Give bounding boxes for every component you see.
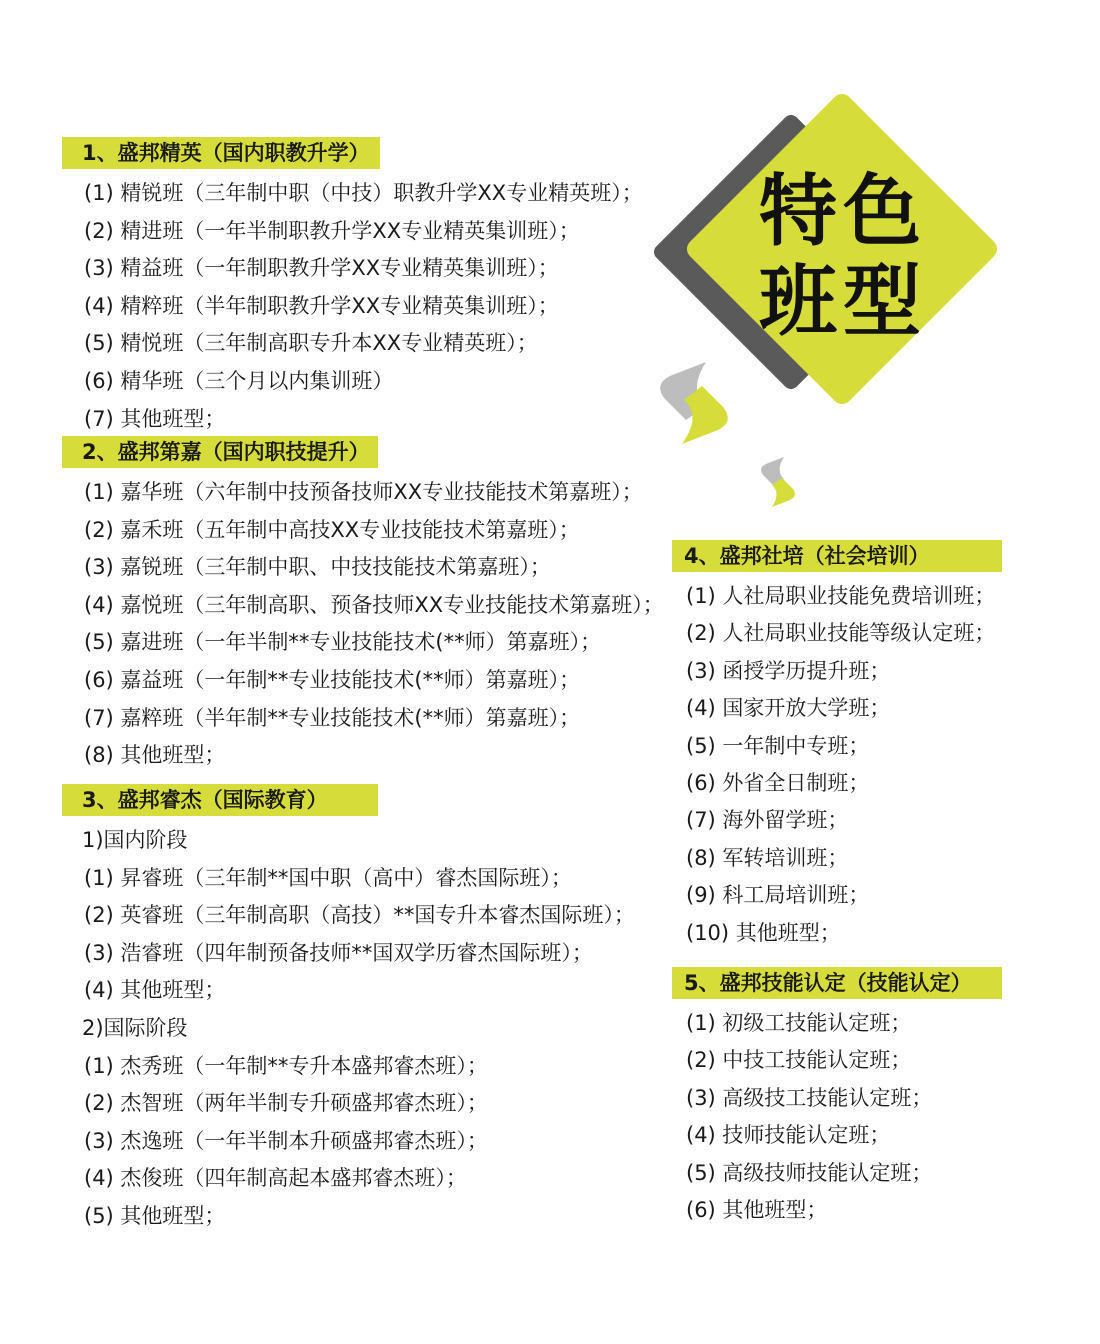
section-ruijie — [62, 784, 635, 1236]
list-item: (5) 嘉进班（一年半制**专业技能技术(**师）第嘉班）； — [84, 630, 602, 655]
list-item: (4) 嘉悦班（三年制高职、预备技师XX专业技能技术第嘉班）； — [84, 592, 664, 617]
section-heading: 5、盛邦技能认定（技能认定） — [672, 967, 1002, 999]
list-item: (2) 英睿班（三年制高职（高技）**国专升本睿杰国际班）； — [84, 903, 635, 928]
list-item: (4) 精粹班（半年制职教升学XX专业精英集训班）； — [84, 293, 559, 318]
list-item: (2) 精进班（一年半制职教升学XX专业精英集训班）； — [84, 218, 580, 243]
section-elite — [62, 137, 643, 438]
list-item: (2) 中技工技能认定班； — [686, 1048, 912, 1073]
list-item: (1) 人社局职业技能免费培训班； — [686, 584, 996, 608]
list-item: (9) 科工局培训班； — [686, 883, 870, 908]
section-dijia — [62, 436, 664, 775]
list-item: (4) 技师技能认定班； — [686, 1123, 891, 1148]
subsection-international: 2)国际阶段 — [82, 1015, 188, 1040]
list-item: (5) 精悦班（三年制高职专升本XX专业精英班）； — [84, 331, 538, 356]
list-item: (8) 军转培训班； — [686, 845, 849, 870]
list-item: (2) 人社局职业技能等级认定班； — [686, 621, 996, 646]
list-item: (2) 嘉禾班（五年制中高技XX专业技能技术第嘉班）； — [84, 517, 580, 542]
list-item: (3) 嘉锐班（三年制中职、中技技能技术第嘉班）； — [84, 555, 551, 580]
list-item: (7) 其他班型； — [84, 406, 226, 431]
section-heading: 2、盛邦第嘉（国内职技提升） — [62, 436, 378, 468]
badge-title-line2: 班型 — [758, 257, 927, 347]
list-item: (3) 精益班（一年制职教升学XX专业精英集训班）； — [84, 256, 559, 281]
list-item: (7) 海外留学班； — [686, 808, 849, 833]
list-item: (1) 嘉华班（六年制中技预备技师XX专业技能技术第嘉班）； — [84, 480, 643, 504]
list-item: (3) 函授学历提升班； — [686, 658, 891, 683]
list-item: (1) 杰秀班（一年制**专升本盛邦睿杰班）； — [84, 1053, 488, 1078]
section-social-training — [672, 540, 1002, 952]
list-item: (5) 其他班型； — [84, 1203, 226, 1228]
logo-mark-large — [660, 362, 728, 444]
subsection-domestic: 1)国内阶段 — [82, 828, 188, 852]
list-item: (3) 高级技工技能认定班； — [686, 1085, 933, 1110]
list-item: (3) 杰逸班（一年半制本升硕盛邦睿杰班）； — [84, 1128, 488, 1153]
list-item: (4) 杰俊班（四年制高起本盛邦睿杰班）； — [84, 1166, 467, 1191]
list-item: (2) 杰智班（两年半制专升硕盛邦睿杰班）； — [84, 1091, 488, 1116]
section-heading: 1、盛邦精英（国内职教升学） — [62, 137, 380, 169]
list-item: (1) 初级工技能认定班； — [686, 1011, 912, 1035]
list-item: (10) 其他班型； — [686, 920, 841, 945]
list-item: (1) 精锐班（三年制中职（中技）职教升学XX专业精英班）； — [84, 181, 643, 205]
list-item: (3) 浩睿班（四年制预备技师**国双学历睿杰国际班）； — [84, 940, 593, 965]
list-item: (8) 其他班型； — [84, 743, 226, 768]
logo-mark-small — [761, 457, 795, 507]
list-item: (4) 国家开放大学班； — [686, 696, 891, 721]
list-item: (6) 其他班型； — [686, 1198, 828, 1223]
list-item: (1) 昇睿班（三年制**国中职（高中）睿杰国际班）； — [84, 865, 572, 890]
list-item: (6) 精华班（三个月以内集训班） — [84, 368, 394, 393]
list-item: (5) 高级技师技能认定班； — [686, 1160, 933, 1185]
list-item: (6) 嘉益班（一年制**专业技能技术(**师）第嘉班）； — [84, 667, 581, 692]
list-item: (7) 嘉粹班（半年制**专业技能技术(**师）第嘉班）； — [84, 705, 581, 730]
section-heading: 4、盛邦社培（社会培训） — [672, 540, 1002, 572]
section-heading: 3、盛邦睿杰（国际教育） — [62, 784, 378, 816]
list-item: (4) 其他班型； — [84, 978, 226, 1003]
section-skill-certification — [672, 967, 1002, 1229]
badge-title-line1: 特色 — [758, 167, 927, 257]
list-item: (6) 外省全日制班； — [686, 771, 870, 796]
list-item: (5) 一年制中专班； — [686, 733, 870, 758]
